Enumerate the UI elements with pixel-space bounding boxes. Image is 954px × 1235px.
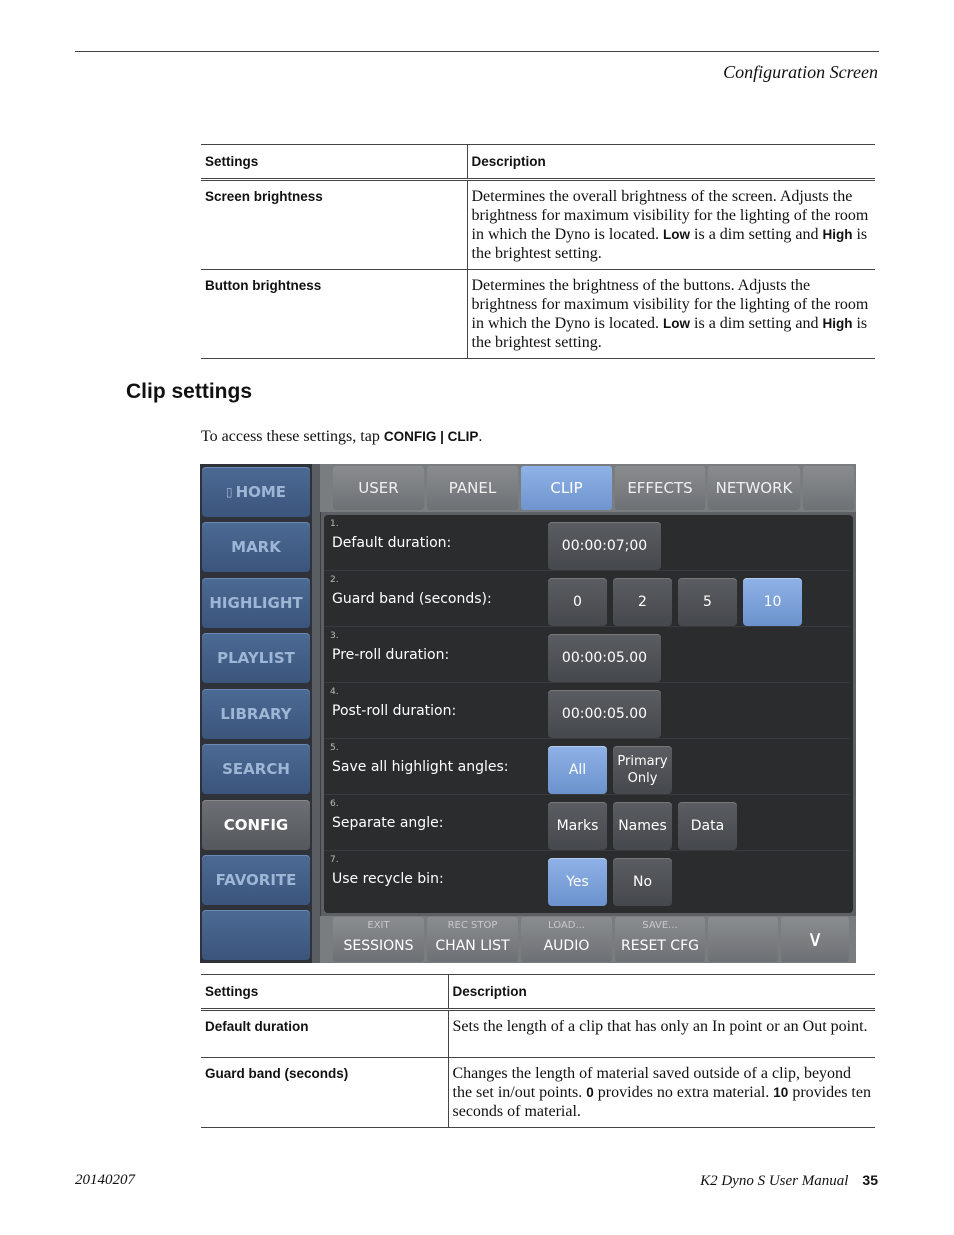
row-label: Pre-roll duration:: [332, 647, 450, 663]
row-number: 5.: [330, 743, 339, 753]
highlight-angles-all-button[interactable]: All: [548, 746, 607, 794]
table-row: [201, 1010, 875, 1058]
separate-angle-marks-button[interactable]: Marks: [548, 802, 607, 850]
column-header: Settings: [201, 975, 448, 1010]
guard-band-option-selected[interactable]: 10: [743, 578, 802, 626]
row-number: 6.: [330, 799, 339, 809]
clip-settings-screenshot: [200, 464, 856, 963]
setting-row: [324, 683, 849, 739]
sidebar-item-search[interactable]: SEARCH: [202, 744, 310, 794]
row-number: 3.: [330, 631, 339, 641]
setting-name: Button brightness: [201, 270, 467, 359]
tab-bar: [320, 464, 856, 512]
tab-panel[interactable]: PANEL: [427, 466, 518, 510]
column-header: Description: [448, 975, 875, 1010]
setting-description: Determines the brightness of the buttons. Adjusts the brightness for maximum visibility for the lighting of the room in which the Dyno is located. Low is a dim setting and High is the brightest setting.: [467, 270, 875, 359]
row-number: 7.: [330, 855, 339, 865]
running-header: Configuration Screen: [723, 62, 878, 82]
tab-user[interactable]: USER: [333, 466, 424, 510]
recycle-bin-no-button[interactable]: No: [613, 858, 672, 906]
row-label: Save all highlight angles:: [332, 759, 509, 775]
sidebar-item-home[interactable]: ▯ HOME: [202, 467, 310, 517]
home-icon: ▯: [225, 485, 233, 499]
scroll-down-button[interactable]: [781, 917, 849, 962]
sidebar-item-playlist[interactable]: PLAYLIST: [202, 633, 310, 683]
sidebar-item-config[interactable]: CONFIG: [202, 800, 310, 850]
row-label: Default duration:: [332, 535, 452, 551]
setting-row: [324, 739, 849, 795]
default-duration-field[interactable]: 00:00:07;00: [548, 522, 661, 570]
reset-cfg-button[interactable]: SAVE... RESET CFG: [615, 917, 705, 962]
separate-angle-names-button[interactable]: Names: [613, 802, 672, 850]
sidebar-item-library[interactable]: LIBRARY: [202, 689, 310, 739]
guard-band-option[interactable]: 5: [678, 578, 737, 626]
access-instructions: To access these settings, tap CONFIG | CLIP.: [201, 428, 483, 445]
table-row: [201, 180, 875, 270]
table-header-row: [201, 145, 875, 180]
highlight-angles-primary-button[interactable]: Primary Only: [613, 746, 672, 794]
setting-row: [324, 795, 849, 851]
sidebar-divider: [312, 464, 320, 963]
header-rule: [75, 51, 879, 52]
setting-name: Default duration: [201, 1010, 448, 1058]
tab-network[interactable]: NETWORK: [708, 466, 800, 510]
setting-name: Guard band (seconds): [201, 1058, 448, 1128]
postroll-duration-field[interactable]: 00:00:05.00: [548, 690, 661, 738]
footer-date: 20140207: [75, 1172, 135, 1188]
row-label: Guard band (seconds):: [332, 591, 492, 607]
brightness-table: [201, 144, 875, 359]
settings-panel: [321, 512, 856, 916]
guard-band-option[interactable]: 2: [613, 578, 672, 626]
setting-description: Changes the length of material saved outside of a clip, beyond the set in/out points. 0 provides no extra material. 10 provides ten seconds of material.: [448, 1058, 875, 1128]
section-title: Clip settings: [126, 380, 253, 403]
tab-blank[interactable]: [803, 466, 854, 510]
setting-row: [324, 571, 849, 627]
page-number: 35: [862, 1172, 878, 1188]
row-number: 2.: [330, 575, 339, 585]
row-number: 4.: [330, 687, 339, 697]
tab-effects[interactable]: EFFECTS: [615, 466, 705, 510]
row-label: Post-roll duration:: [332, 703, 457, 719]
table-row: [201, 270, 875, 359]
table-row: [201, 1058, 875, 1128]
setting-name: Screen brightness: [201, 180, 467, 270]
chan-list-button[interactable]: REC STOP CHAN LIST: [427, 917, 518, 962]
guard-band-option[interactable]: 0: [548, 578, 607, 626]
separate-angle-data-button[interactable]: Data: [678, 802, 737, 850]
tab-clip[interactable]: CLIP: [521, 466, 612, 510]
clip-settings-table: [201, 974, 875, 1128]
setting-description: Sets the length of a clip that has only an In point or an Out point.: [448, 1010, 875, 1058]
setting-description: Determines the overall brightness of the screen. Adjusts the brightness for maximum visibility for the lighting of the room in which the Dyno is located. Low is a dim setting and High is the brightest setting.: [467, 180, 875, 270]
row-number: 1.: [330, 519, 339, 529]
row-label: Use recycle bin:: [332, 871, 444, 887]
setting-row: [324, 851, 849, 907]
setting-row: [324, 627, 849, 683]
sidebar-item-mark[interactable]: MARK: [202, 522, 310, 572]
settings-list: [324, 515, 853, 913]
setting-row: [324, 515, 849, 571]
footer-manual: K2 Dyno S User Manual 35: [700, 1172, 878, 1189]
recycle-bin-yes-button[interactable]: Yes: [548, 858, 607, 906]
bottom-toolbar: [320, 916, 856, 963]
preroll-duration-field[interactable]: 00:00:05.00: [548, 634, 661, 682]
sidebar-item-highlight[interactable]: HIGHLIGHT: [202, 578, 310, 628]
sessions-button[interactable]: EXIT SESSIONS: [333, 917, 424, 962]
sidebar-item-favorite[interactable]: FAVORITE: [202, 855, 310, 905]
table-header-row: [201, 975, 875, 1010]
chevron-down-icon: ∨: [806, 927, 824, 952]
sidebar-item-blank[interactable]: [202, 910, 310, 960]
row-label: Separate angle:: [332, 815, 444, 831]
audio-button[interactable]: LOAD... AUDIO: [521, 917, 612, 962]
sidebar: [200, 464, 312, 963]
column-header: Description: [467, 145, 875, 180]
blank-button[interactable]: [708, 917, 778, 962]
column-header: Settings: [201, 145, 467, 180]
